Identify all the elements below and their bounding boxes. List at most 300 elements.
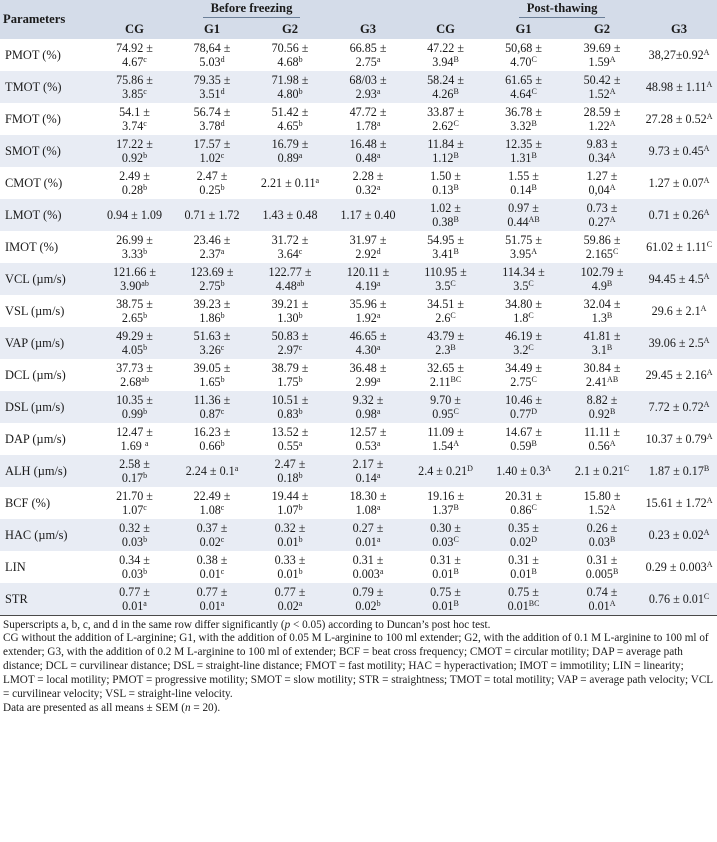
- mean-value: 0.26 ±: [586, 521, 618, 535]
- mean-value: 0.31 ±: [586, 553, 618, 567]
- value-cell: [173, 551, 251, 583]
- significance-note: [3, 619, 715, 633]
- sem-value: 1.92: [355, 311, 377, 325]
- mean-value: 0.32 ±: [119, 521, 150, 535]
- significance-superscript: a: [298, 439, 303, 448]
- value-cell: [96, 71, 173, 103]
- mean-value: 0.27 ±: [352, 521, 384, 535]
- sem-value: 2.93: [355, 87, 377, 101]
- significance-superscript: a: [376, 375, 381, 384]
- sem-value: 1.52: [588, 87, 610, 101]
- parameter-name: VCL (µm/s): [5, 272, 66, 286]
- significance-superscript: b: [220, 183, 225, 192]
- table-row: [0, 487, 717, 519]
- sem-value: 0.98: [355, 407, 377, 421]
- value-cell: [173, 39, 251, 71]
- significance-superscript: B: [453, 183, 459, 192]
- significance-superscript: b: [143, 407, 148, 416]
- sem-value: 0.01: [432, 567, 454, 581]
- parameter-name: LMOT (%): [5, 208, 62, 222]
- mean-value: 1.43 ± 0.48: [262, 208, 318, 222]
- mean-value: 120.11 ±: [346, 265, 390, 279]
- col-header-g2-after: G2: [563, 19, 641, 39]
- significance-superscript: A: [703, 176, 710, 185]
- mean-value: 51.63 ±: [193, 329, 231, 343]
- significance-superscript: ab: [141, 375, 149, 384]
- significance-superscript: a: [379, 567, 384, 576]
- value-cell: [641, 391, 717, 423]
- sem-value: 4.19: [355, 279, 377, 293]
- sem-value: 0.83: [277, 407, 299, 421]
- sem-value: 0.005: [585, 567, 613, 581]
- mean-value: 94.45 ± 4.5: [648, 272, 704, 286]
- significance-superscript: c: [298, 247, 303, 256]
- mean-value: 7.72 ± 0.72: [648, 400, 704, 414]
- parameter-name: VSL (µm/s): [5, 304, 65, 318]
- significance-superscript: b: [298, 535, 303, 544]
- significance-note-text-end: < 0.05) according to Duncan’s post hoc test.: [290, 618, 491, 631]
- significance-superscript: B: [703, 464, 710, 473]
- sem-value: 0.01: [507, 598, 529, 613]
- parameter-name: VAP (µm/s): [5, 336, 65, 350]
- mean-value: 11.84 ±: [427, 137, 464, 151]
- significance-superscript: ab: [141, 279, 149, 288]
- sem-value: 0.03: [432, 535, 454, 549]
- mean-value: 75.86 ±: [116, 73, 153, 87]
- sem-value: 2.3: [435, 343, 451, 357]
- value-cell: [329, 295, 407, 327]
- mean-value: 14.67 ±: [505, 425, 542, 439]
- significance-superscript: BC: [450, 375, 462, 384]
- value-cell: [251, 583, 329, 615]
- significance-superscript: A: [703, 336, 710, 345]
- table-row: [0, 167, 717, 199]
- significance-superscript: B: [450, 343, 456, 352]
- sem-value: 0.14: [355, 471, 377, 485]
- significance-superscript: a: [376, 407, 381, 416]
- sem-value: 0.02: [199, 535, 221, 549]
- significance-superscript: B: [453, 247, 459, 256]
- value-cell: [251, 231, 329, 263]
- sem-value: 1.8: [513, 311, 529, 325]
- before-freezing-header: [96, 0, 407, 19]
- mean-value: 38.79 ±: [271, 361, 309, 375]
- value-cell: [563, 263, 641, 295]
- sem-value: 4.05: [121, 343, 144, 357]
- value-cell: [251, 71, 329, 103]
- sem-value: 1.31: [510, 151, 532, 165]
- value-cell: [96, 487, 173, 519]
- mean-value: 0.38 ±: [196, 553, 228, 567]
- table-row: [0, 519, 717, 551]
- value-cell: [407, 295, 484, 327]
- value-cell: [641, 103, 717, 135]
- sem-value: 0.02: [277, 598, 299, 613]
- value-cell: [407, 71, 484, 103]
- sem-value: 0.01: [510, 567, 532, 581]
- mean-value: 2.1 ± 0.21: [574, 464, 624, 478]
- value-cell: [173, 391, 251, 423]
- value-cell: [251, 167, 329, 199]
- mean-value: 37.73 ±: [116, 361, 153, 375]
- sem-value: 4.80: [277, 87, 299, 101]
- sem-value: 0.17: [121, 471, 144, 485]
- value-cell: [329, 487, 407, 519]
- value-cell: [484, 583, 563, 615]
- mean-value: 0.97 ±: [508, 201, 539, 215]
- value-cell: [484, 71, 563, 103]
- mean-value: 59.86 ±: [583, 233, 621, 247]
- significance-superscript: B: [609, 535, 616, 544]
- significance-superscript: C: [528, 279, 534, 288]
- mean-value: 31.97 ±: [349, 233, 387, 247]
- significance-superscript: b: [143, 311, 148, 320]
- significance-superscript: a: [376, 343, 381, 352]
- significance-superscript: b: [298, 503, 303, 512]
- mean-value: 9.73 ± 0.45: [648, 144, 704, 158]
- value-cell: [484, 423, 563, 455]
- value-cell: [96, 295, 173, 327]
- mean-value: 58.24 ±: [427, 73, 464, 87]
- sem-value: 0.77: [510, 407, 532, 421]
- parameters-header: Parameters: [0, 0, 96, 39]
- sem-value: 0.03: [121, 567, 144, 581]
- significance-superscript: A: [703, 528, 710, 537]
- significance-superscript: A: [609, 151, 616, 160]
- value-cell: [563, 135, 641, 167]
- value-cell: [329, 231, 407, 263]
- significance-superscript: A: [609, 215, 616, 224]
- sem-value: 3.94: [432, 55, 454, 69]
- mean-value: 2.24 ± 0.1: [185, 464, 235, 478]
- significance-superscript: c: [143, 87, 147, 96]
- value-cell: [407, 135, 484, 167]
- value-cell: [251, 263, 329, 295]
- significance-superscript: b: [143, 343, 148, 352]
- mean-value: 0.77 ±: [196, 584, 228, 599]
- mean-value: 38,27±0.92: [648, 48, 704, 62]
- significance-superscript: B: [531, 119, 537, 128]
- significance-superscript: a: [315, 176, 320, 185]
- significance-superscript: a: [376, 55, 381, 64]
- sem-value: 2.97: [277, 343, 299, 357]
- sem-value: 2.6: [435, 311, 451, 325]
- parameter-name: STR: [5, 591, 28, 606]
- value-cell: [329, 135, 407, 167]
- abbreviations-note: CG without the addition of L-arginine; G1, with the addition of 0.05 M L-arginine to 100 ml extender; G2, with the addition of 0.1 M L-arginine to 100 ml of extender; G3, with the addition of 0.2 M L-arginine to 100 ml of extender; BCF = beat cross frequency; CMOT = circular motility; DAP = average path distance; DCL = curvilinear distance; DSL = straight-line distance; FMOT = fast motility; HAC = hyperactivation; IMOT = immotility; LIN = linearity; LMOT = local motility; PMOT = progressive motility; SMOT = slow motility; STR = straightness; TMOT = total motility; VAP = average path velocity; VCL = curvilinear velocity; VSL = straight-line velocity.: [3, 632, 713, 701]
- significance-superscript: A: [706, 432, 713, 441]
- value-cell: [173, 263, 251, 295]
- value-cell: [96, 263, 173, 295]
- col-header-g3-after: G3: [641, 19, 717, 39]
- significance-superscript: b: [298, 567, 303, 576]
- significance-superscript: C: [612, 247, 619, 256]
- sem-value: 3.51: [199, 87, 221, 101]
- parameter-name: CMOT (%): [5, 176, 63, 190]
- sem-value: 0,04: [588, 183, 610, 197]
- value-cell: [251, 423, 329, 455]
- value-cell: [329, 39, 407, 71]
- significance-superscript: A: [703, 208, 710, 217]
- significance-superscript: b: [298, 87, 303, 96]
- value-cell: [641, 199, 717, 231]
- sem-value: 2.75: [199, 279, 221, 293]
- sem-value: 3.78: [199, 119, 221, 133]
- sem-value: 3.33: [121, 247, 144, 261]
- value-cell: [96, 231, 173, 263]
- significance-superscript: B: [453, 567, 459, 576]
- value-cell: [641, 519, 717, 551]
- table-footnotes: [0, 616, 717, 716]
- significance-superscript: b: [298, 55, 303, 64]
- significance-superscript: D: [531, 535, 537, 544]
- sem-value: 4.64: [510, 87, 532, 101]
- value-cell: [563, 199, 641, 231]
- significance-superscript: B: [453, 215, 459, 224]
- significance-superscript: B: [609, 407, 616, 416]
- sem-value: 4.70: [510, 55, 532, 69]
- significance-superscript: D: [467, 464, 473, 473]
- value-cell: [641, 487, 717, 519]
- mean-value: 12.35 ±: [505, 137, 542, 151]
- mean-value: 54.1 ±: [119, 105, 150, 119]
- mean-value: 68/03 ±: [349, 73, 387, 87]
- significance-note-text: Superscripts a, b, c, and d in the same row differ significantly (: [3, 618, 285, 631]
- mean-value: 0.31 ±: [352, 553, 384, 567]
- parameter-name: HAC (µm/s): [5, 528, 68, 542]
- sem-value: 5.03: [199, 55, 221, 69]
- value-cell: [251, 487, 329, 519]
- mean-value: 50,68 ±: [505, 41, 542, 55]
- sem-value: 0.92: [588, 407, 610, 421]
- mean-value: 0.74 ±: [586, 584, 618, 599]
- mean-value: 1.55 ±: [508, 169, 539, 183]
- sem-value: 1.22: [588, 119, 610, 133]
- table-row: [0, 583, 717, 615]
- value-cell: [329, 519, 407, 551]
- sem-value: 0.56: [588, 439, 610, 453]
- mean-value: 47.22 ±: [427, 41, 464, 55]
- value-cell: [407, 39, 484, 71]
- value-cell: [96, 135, 173, 167]
- sem-value: 0.18: [277, 471, 299, 485]
- sem-value: 4.68: [277, 55, 299, 69]
- mean-value: 9.83 ±: [586, 137, 618, 151]
- sem-value: 1.08: [355, 503, 377, 517]
- mean-value: 0.35 ±: [508, 521, 539, 535]
- mean-value: 32.04 ±: [583, 297, 621, 311]
- mean-value: 56.74 ±: [193, 105, 231, 119]
- mean-value: 16.48 ±: [349, 137, 387, 151]
- sem-value: 0.25: [199, 183, 221, 197]
- mean-value: 70.56 ±: [271, 41, 309, 55]
- value-cell: [484, 167, 563, 199]
- sem-value: 0.34: [588, 151, 610, 165]
- value-cell: [251, 39, 329, 71]
- sem-value: 0.32: [355, 183, 377, 197]
- sem-value: 2.65: [121, 311, 144, 325]
- table-row: [0, 295, 717, 327]
- mean-value: 0.75 ±: [508, 584, 539, 599]
- value-cell: [173, 199, 251, 231]
- sem-value: 4.48: [275, 279, 297, 293]
- mean-value: 122.77 ±: [268, 265, 312, 279]
- mean-value: 16.23 ±: [193, 425, 231, 439]
- significance-superscript: C: [703, 591, 710, 601]
- significance-superscript: A: [609, 439, 616, 448]
- mean-value: 51.75 ±: [505, 233, 542, 247]
- value-cell: [96, 359, 173, 391]
- value-cell: [173, 135, 251, 167]
- sem-value: 0.38: [432, 215, 454, 229]
- significance-superscript: A: [706, 560, 713, 569]
- mean-value: 0.71 ± 1.72: [184, 208, 240, 222]
- sem-value: 2.11: [429, 375, 451, 389]
- sem-value: 0.28: [121, 183, 144, 197]
- value-cell: [563, 391, 641, 423]
- significance-superscript: C: [531, 503, 537, 512]
- mean-value: 39.23 ±: [193, 297, 231, 311]
- significance-superscript: a: [376, 151, 381, 160]
- significance-superscript: C: [531, 87, 537, 96]
- value-cell: [641, 327, 717, 359]
- sem-value: 3.2: [513, 343, 529, 357]
- value-cell: [563, 519, 641, 551]
- sem-value: 1.07: [122, 503, 144, 517]
- mean-value: 34.80 ±: [505, 297, 542, 311]
- sem-value: 2.41: [585, 375, 608, 389]
- significance-superscript: A: [703, 272, 710, 281]
- post-thawing-header: [407, 0, 717, 19]
- parameter-name: DAP (µm/s): [5, 432, 66, 446]
- significance-superscript: B: [531, 567, 537, 576]
- mean-value: 1.50 ±: [430, 169, 461, 183]
- value-cell: [641, 167, 717, 199]
- value-cell: [484, 519, 563, 551]
- significance-superscript: b: [143, 535, 148, 544]
- significance-superscript: c: [220, 535, 225, 544]
- mean-value: 1.02 ±: [430, 201, 461, 215]
- value-cell: [251, 327, 329, 359]
- mean-value: 0.31 ±: [430, 553, 461, 567]
- parameter-name: DCL (µm/s): [5, 368, 66, 382]
- mean-value: 0.71 ± 0.26: [648, 208, 704, 222]
- value-cell: [329, 103, 407, 135]
- mean-value: 0.29 ± 0.003: [645, 560, 707, 574]
- mean-value: 20.31 ±: [505, 489, 542, 503]
- mean-value: 18.30 ±: [349, 489, 387, 503]
- mean-value: 39.21 ±: [271, 297, 309, 311]
- sem-value: 3.5: [513, 279, 529, 293]
- value-cell: [96, 391, 173, 423]
- significance-superscript: A: [609, 55, 616, 64]
- sem-value: 3.26: [199, 343, 221, 357]
- table-row: [0, 423, 717, 455]
- value-cell: [329, 423, 407, 455]
- parameter-name: PMOT (%): [5, 48, 61, 62]
- sem-value: 0.53: [355, 439, 377, 453]
- significance-superscript: A: [609, 119, 616, 128]
- table-row: [0, 551, 717, 583]
- significance-superscript: B: [531, 151, 537, 160]
- sem-value: 0.03: [121, 535, 144, 549]
- value-cell: [407, 519, 484, 551]
- significance-superscript: C: [453, 535, 459, 544]
- mean-value: 0.77 ±: [274, 584, 306, 599]
- value-cell: [641, 39, 717, 71]
- value-cell: [563, 327, 641, 359]
- mean-value: 38.75 ±: [116, 297, 153, 311]
- significance-superscript: b: [220, 279, 225, 288]
- value-cell: [484, 391, 563, 423]
- sem-value: 1.12: [432, 151, 454, 165]
- value-cell: [173, 487, 251, 519]
- sem-note-text-end: = 20).: [190, 701, 221, 714]
- value-cell: [329, 199, 407, 231]
- value-cell: [641, 135, 717, 167]
- significance-superscript: C: [528, 311, 534, 320]
- mean-value: 10.46 ±: [505, 393, 542, 407]
- sem-value: 2.75: [510, 375, 532, 389]
- mean-value: 0.32 ±: [274, 521, 306, 535]
- value-cell: [329, 359, 407, 391]
- mean-value: 74.92 ±: [116, 41, 153, 55]
- sem-value: 0.48: [355, 151, 377, 165]
- value-cell: [173, 455, 251, 487]
- value-cell: [484, 231, 563, 263]
- significance-superscript: c: [220, 503, 225, 512]
- value-cell: [96, 199, 173, 231]
- parameter-name: TMOT (%): [5, 80, 62, 94]
- sem-value: 0.01: [355, 535, 377, 549]
- value-cell: [251, 135, 329, 167]
- significance-superscript: c: [220, 343, 225, 352]
- mean-value: 1.87 ± 0.17: [648, 464, 704, 478]
- mean-value: 114.34 ±: [502, 265, 545, 279]
- significance-superscript: C: [450, 279, 456, 288]
- mean-value: 28.59 ±: [583, 105, 621, 119]
- mean-value: 36.78 ±: [505, 105, 542, 119]
- sem-value: 0.01: [588, 598, 610, 613]
- value-cell: [484, 359, 563, 391]
- significance-superscript: c: [298, 343, 303, 352]
- significance-superscript: b: [143, 247, 148, 256]
- value-cell: [641, 551, 717, 583]
- table-row: [0, 391, 717, 423]
- sem-value: 0.89: [277, 151, 299, 165]
- mean-value: 102.79 ±: [580, 265, 624, 279]
- col-header-cg-after: CG: [407, 19, 484, 39]
- value-cell: [96, 423, 173, 455]
- value-cell: [563, 487, 641, 519]
- value-cell: [329, 263, 407, 295]
- mean-value: 51.42 ±: [271, 105, 309, 119]
- mean-value: 1.40 ± 0.3: [496, 464, 546, 478]
- significance-superscript: b: [298, 471, 303, 480]
- significance-superscript: b: [220, 439, 225, 448]
- significance-superscript: a: [376, 119, 381, 128]
- sem-value: 0.55: [277, 439, 299, 453]
- mean-value: 50.83 ±: [271, 329, 309, 343]
- significance-superscript: b: [143, 567, 148, 576]
- sem-value: 2.99: [355, 375, 377, 389]
- value-cell: [251, 551, 329, 583]
- significance-superscript: b: [220, 375, 225, 384]
- significance-superscript: B: [531, 183, 537, 192]
- table-row: [0, 135, 717, 167]
- significance-superscript: A: [609, 503, 616, 512]
- value-cell: [484, 455, 563, 487]
